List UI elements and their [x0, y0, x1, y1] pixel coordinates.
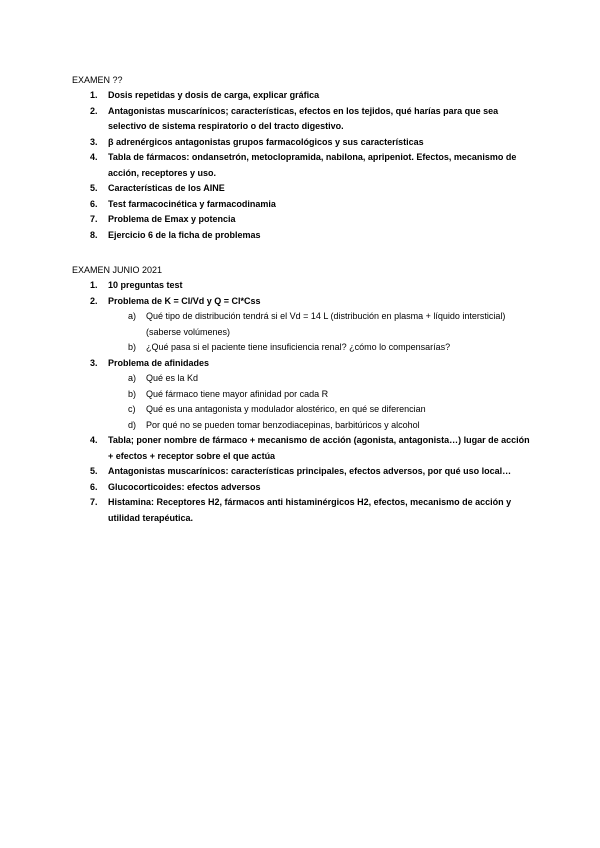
question-text: Glucocorticoides: efectos adversos	[108, 481, 261, 492]
question-text: Dosis repetidas y dosis de carga, explicar gráfica	[108, 90, 320, 100]
sub-question-item	[72, 309, 532, 340]
sub-question-letter: b)	[128, 388, 137, 399]
question-number: 8.	[90, 229, 98, 240]
question-text: Tabla; poner nombre de fármaco + mecanismo de acción (agonista, antagonista…) lugar de acción + efectos + receptor sobre el que actúa	[108, 435, 530, 461]
question-text: 10 preguntas test	[108, 280, 183, 290]
question-number: 6.	[90, 481, 98, 492]
question-text: Problema de afinidades	[108, 357, 210, 368]
question-number: 7.	[90, 214, 98, 224]
question-item	[72, 433, 532, 464]
sub-question-item	[72, 340, 532, 356]
sub-question-item	[72, 387, 532, 403]
question-text: Problema de Emax y potencia	[108, 214, 236, 224]
question-number: 1.	[90, 90, 98, 100]
sub-question-item	[72, 371, 532, 387]
question-number: 5.	[90, 183, 98, 193]
question-number: 3.	[90, 357, 98, 368]
sub-question-text: ¿Qué pasa si el paciente tiene insuficiencia renal? ¿cómo lo compensarías?	[146, 342, 451, 352]
exam-section-1	[72, 72, 532, 243]
question-number: 1.	[90, 280, 98, 290]
exam-section-2	[72, 262, 532, 526]
exam-2-title: EXAMEN JUNIO 2021	[72, 265, 163, 275]
sub-question-text: Por qué no se pueden tomar benzodiacepinas, barbitúricos y alcohol	[146, 419, 420, 430]
question-number: 5.	[90, 466, 98, 476]
question-item	[72, 480, 532, 496]
sub-question-letter: c)	[128, 404, 136, 414]
question-text: Antagonistas muscarínicos: características principales, efectos adversos, por qué uso local…	[108, 466, 512, 476]
question-number: 4.	[90, 152, 98, 162]
sub-question-letter: a)	[128, 373, 137, 383]
sub-question-text: Qué es la Kd	[146, 373, 199, 383]
question-text: Ejercicio 6 de la ficha de problemas	[108, 229, 261, 240]
question-text: Histamina: Receptores H2, fármacos anti histaminérgicos H2, efectos, mecanismo de acción y utilidad terapéutica.	[108, 497, 512, 523]
question-item	[72, 356, 532, 434]
sub-question-letter: b)	[128, 342, 137, 352]
exam-2-question-list	[72, 278, 532, 526]
question-text: Tabla de fármacos: ondansetrón, metoclopramida, nabilona, apripeniot. Efectos, mecanismo de acción, receptores y uso.	[108, 152, 517, 178]
sub-question-letter: d)	[128, 419, 137, 430]
sub-question-text: Qué fármaco tiene mayor afinidad por cada R	[146, 388, 329, 399]
question-item	[72, 150, 532, 181]
question-item	[72, 197, 532, 213]
question-item	[72, 464, 532, 480]
question-text: Problema de K = Cl/Vd y Q = Cl*Css	[108, 295, 261, 306]
question-text: β adrenérgicos antagonistas grupos farmacológicos y sus características	[108, 136, 424, 147]
question-text: Test farmacocinética y farmacodinamia	[108, 198, 276, 209]
question-text: Antagonistas muscarínicos; características, efectos en los tejidos, qué harías para que sea selectivo de sistema respiratorio o del tracto digestivo.	[108, 105, 499, 131]
question-item	[72, 181, 532, 197]
question-item	[72, 135, 532, 151]
question-number: 4.	[90, 435, 98, 445]
question-item	[72, 495, 532, 526]
question-item	[72, 104, 532, 135]
question-number: 3.	[90, 136, 98, 147]
sub-question-item	[72, 418, 532, 434]
question-item	[72, 294, 532, 356]
exam-1-question-list	[72, 88, 532, 243]
sub-question-text: Qué es una antagonista y modulador alostérico, en qué se diferencian	[146, 404, 426, 414]
sub-question-list	[108, 309, 532, 356]
exam-1-title: EXAMEN ??	[72, 75, 123, 85]
sub-question-text: Qué tipo de distribución tendrá si el Vd = 14 L (distribución en plasma + líquido intersticial) (saberse volúmenes)	[146, 311, 506, 337]
question-number: 6.	[90, 198, 98, 209]
question-item	[72, 212, 532, 228]
question-number: 2.	[90, 295, 98, 306]
question-number: 7.	[90, 497, 98, 507]
sub-question-list	[108, 371, 532, 433]
sub-question-item	[72, 402, 532, 418]
question-item	[72, 278, 532, 294]
question-text: Características de los AINE	[108, 183, 225, 193]
question-item	[72, 228, 532, 244]
sub-question-letter: a)	[128, 311, 137, 321]
question-item	[72, 88, 532, 104]
question-number: 2.	[90, 105, 98, 116]
